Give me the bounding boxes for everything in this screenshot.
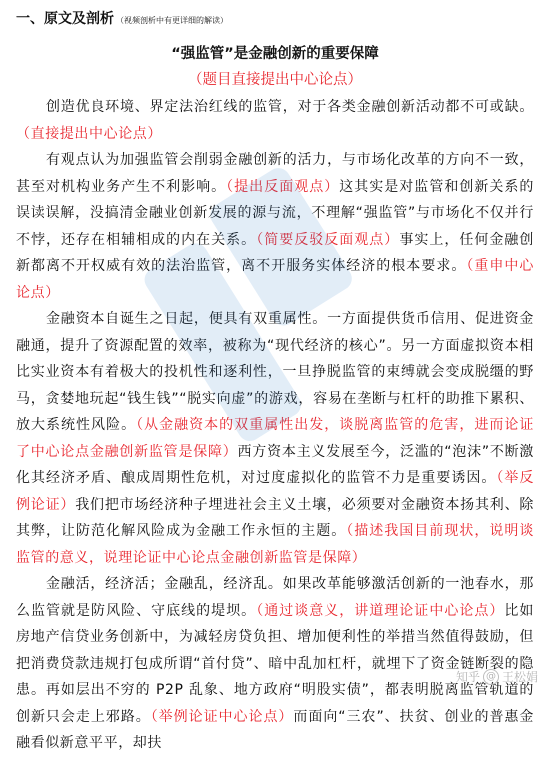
body-text: 有观点认为加强监管会削弱金融创新的活力，与市场化改革的方向不一致，甚至对机构业务产生不利影响。 (16, 152, 534, 195)
article-title: “强监管”是金融创新的重要保障 (171, 46, 379, 62)
section-heading-note: （视频剖析中有更详细的解读） (116, 16, 228, 25)
annotation-text: （从金融资本的双重属性出发，谈脱离监管的危害，进而论证了中心论点金融创新监管是保障） (16, 417, 534, 460)
paragraph (16, 147, 534, 306)
at-icon: @ (483, 669, 499, 685)
body-text: 我们把市场经济种子埋进社会主义土壤，必须要对金融资本扬其利、除其弊，让防范化解风险成为金融工作永恒的主题。 (16, 496, 534, 539)
body-text: 而面向“三农”、扶贫、创业的普惠金融看似新意平平，却扶 (16, 708, 534, 751)
article-body (16, 94, 534, 757)
annotation-text: （重申中心论点） (16, 258, 535, 301)
annotation-text: （描述我国目前现状，说明谈监管的意义，说理论证中心论点金融创新监管是保障） (16, 523, 534, 566)
body-text: 西方资本主义发展至今，泛滥的“泡沫”不断激化其经济矛盾、酿成周期性危机，对过度虚拟化的监管不力是重要诱因。 (16, 443, 535, 486)
body-text: 金融活，经济活；金融乱，经济乱。如果改革能够激活创新的一池春水，那么监管就是防风险、守底线的堤坝。 (16, 576, 534, 619)
paragraph (16, 306, 534, 571)
source-author: 王松娟 (501, 669, 538, 684)
annotation-text: （提出反面观点） (226, 178, 340, 195)
annotation-text: （举例论证中心论点） (150, 708, 294, 725)
section-heading-label: 一、原文及剖析 (16, 11, 114, 27)
annotation-text: （简要反驳反面观点） (256, 231, 400, 248)
annotation-text: （通过谈意义，讲道理论证中心论点） (256, 602, 505, 619)
annotation-text: （直接提出中心论点） (16, 125, 162, 142)
source-site: 知乎 (455, 669, 480, 684)
section-heading (16, 8, 534, 32)
body-text: 比如房地产信贷业务创新中，为减轻房贷负担、增加便利性的举措当然值得鼓励，但把消费贷款违规打包成所谓“首付贷”、暗中乱加杠杆，就埋下了资金链断裂的隐患。再如层出不穷的 P2P 乱象、地方政府“明股实债”，都表明脱离监管轨道的创新只会走上邪路。 (16, 602, 535, 725)
annotation-text: （举反例论证） (16, 470, 534, 513)
article-title-annotation: （题目直接提出中心论点） (188, 72, 362, 88)
paragraph (16, 94, 534, 147)
body-text: 金融资本自诞生之日起，便具有双重属性。一方面提供货币信用、促进资金融通，提升了资源配置的效率，被称为“现代经济的核心”。另一方面虚拟资本相比实业资本有着极大的投机性和逐利性，一旦挣脱监管的束缚就会变成脱缰的野马，贪婪地玩起“钱生钱”“脱实向虚”的游戏，容易在垄断与杠杆的助推下累积、放大系统性风险。 (16, 311, 534, 433)
paragraph (16, 571, 534, 757)
body-text: 创造优良环境、界定法治红线的监管，对于各类金融创新活动都不可或缺。 (46, 99, 534, 115)
body-text: 事实上，任何金融创新都离不开权威有效的法治监管，离不开服务实体经济的根本要求。 (16, 231, 535, 274)
body-text: 这其实是对监管和创新关系的误读误解，没搞清金融业创新发展的源与流，不理解“强监管”与市场化不仅并行不悖，还存在相辅相成的内在关系。 (16, 178, 534, 248)
